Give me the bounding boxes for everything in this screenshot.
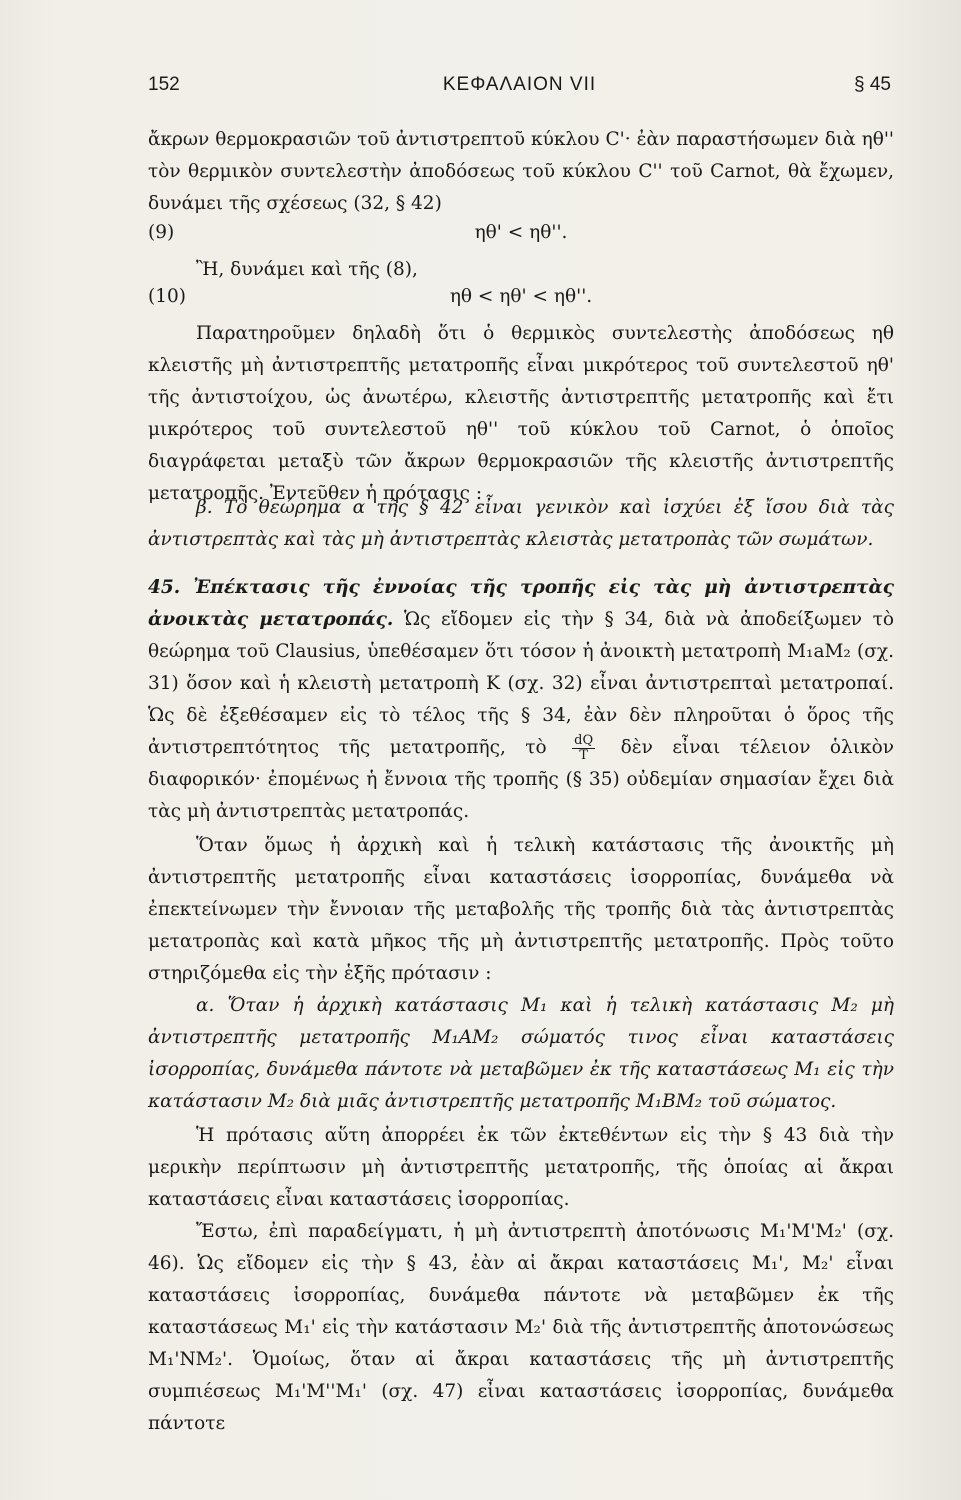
chapter-title: ΚΕΦΑΛΑΙΟΝ VII: [442, 74, 597, 95]
page-number: 152: [148, 74, 180, 95]
fraction-denominator: T: [579, 747, 588, 763]
equation-10-formula: ηθ < ηθ' < ηθ''.: [449, 286, 593, 307]
paragraph-2: Παρατηροῦμεν δηλαδὴ ὅτι ὁ θερμικὸς συντελεστὴς ἀποδόσεως ηθ κλειστῆς μὴ ἀντιστρεπτῆς μετατροπῆς εἶναι μικρότερος τοῦ συντελεστοῦ ηθ' τῆς ἀντιστοίχου, ὡς ἀνωτέρω, κλειστῆς ἀντιστρεπτῆς μετατροπῆς καὶ ἔτι μικρότερος τοῦ συντελεστοῦ ηθ'' τοῦ κύκλου τοῦ Carnot, ὁ ὁποῖος διαγράφεται μεταξὺ τῶν ἄκρων θερμοκρασιῶν τῆς κλειστῆς ἀντιστρεπτῆς μετατροπῆς. Ἐντεῦθεν ἡ πρότασις :: [148, 323, 894, 504]
equation-9-number: (9): [148, 222, 175, 243]
equation-10: [148, 286, 894, 318]
equation-9-formula: ηθ' < ηθ''.: [474, 222, 568, 243]
paragraph-3b: δὲν εἶναι τέλειον ὁλικὸν διαφορικόν· ἐπομένως ἡ ἔννοια τῆς τροπῆς (§ 35) οὐδεμίαν σημασίαν ἔχει διὰ τὰς μὴ ἀντιστρεπτὰς μετατροπάς.: [148, 737, 894, 822]
paragraph-4: Ὅταν ὅμως ἡ ἀρχικὴ καὶ ἡ τελικὴ κατάστασις τῆς ἀνοικτῆς μὴ ἀντιστρεπτῆς μετατροπῆς εἶναι καταστάσεις ἰσορροπίας, δυνάμεθα νὰ ἐπεκτείνωμεν τὴν ἔννοιαν τῆς μεταβολῆς τῆς τροπῆς διὰ τὰς ἀντιστρεπτὰς μετατροπὰς καὶ κατὰ μῆκος τῆς μὴ ἀντιστρεπτῆς μετατροπῆς. Πρὸς τοῦτο στηριζόμεθα εἰς τὴν ἑξῆς πρότασιν :: [148, 835, 894, 984]
theorem-alpha: α. Ὅταν ἡ ἀρχικὴ κατάστασις M₁ καὶ ἡ τελικὴ κατάστασις M₂ μὴ ἀντιστρεπτῆς μετατροπῆς M₁AM₂ σώματός τινος εἶναι καταστάσεις ἰσορροπίας, δυνάμεθα πάντοτε νὰ μεταβῶμεν ἐκ τῆς καταστάσεως M₁ εἰς τὴν κατάστασιν M₂ διὰ μιᾶς ἀντιστρεπτῆς μετατροπῆς M₁BM₂ τοῦ σώματος.: [148, 995, 894, 1112]
fraction-numerator: dQ: [574, 732, 594, 748]
paragraph-3a: Ὡς εἴδομεν εἰς τὴν § 34, διὰ νὰ ἀποδείξωμεν τὸ θεώρημα τοῦ Clausius, ὑπεθέσαμεν ὅτι τόσον ἡ ἀνοικτὴ μετατροπὴ M₁aM₂ (σχ. 31) ὅσον καὶ ἡ κλειστὴ μετατροπὴ K (σχ. 32) εἶναι ἀντιστρεπταὶ μετατροπαί. Ὡς δὲ ἐξεθέσαμεν εἰς τὸ τέλος τῆς § 34, ἐὰν δὲν πληροῦται ὁ ὅρος τῆς ἀντιστρεπτότητος τῆς μετατροπῆς, τὸ: [148, 609, 894, 758]
fraction-dq-t: [572, 734, 595, 763]
equation-9: [148, 222, 894, 254]
theorem-beta: β. Τὸ θεώρημα α τῆς § 42 εἶναι γενικὸν καὶ ἰσχύει ἐξ ἴσου διὰ τὰς ἀντιστρεπτὰς καὶ τὰς μὴ ἀντιστρεπτὰς κλειστὰς μετατροπὰς τῶν σωμάτων.: [148, 497, 894, 550]
section-45-title: 45. Ἐπέκτασις τῆς ἐννοίας τῆς τροπῆς εἰς τὰς μὴ ἀντιστρεπτὰς ἀνοικτὰς μετατροπάς.: [148, 577, 894, 630]
section-45: [148, 572, 894, 828]
equation-10-number: (10): [148, 286, 186, 307]
section-marker: § 45: [854, 74, 891, 95]
paragraph-1: ἄκρων θερμοκρασιῶν τοῦ ἀντιστρεπτοῦ κύκλου C'· ἐὰν παραστήσωμεν διὰ ηθ'' τὸν θερμικὸν συντελεστὴν ἀποδόσεως τοῦ κύκλου C'' τοῦ Carnot, θὰ ἔχωμεν, δυνάμει τῆς σχέσεως (32, § 42): [148, 129, 894, 214]
paragraph-6: Ἔστω, ἐπὶ παραδείγματι, ἡ μὴ ἀντιστρεπτὴ ἀποτόνωσις M₁'M'M₂' (σχ. 46). Ὡς εἴδομεν εἰς τὴν § 43, ἐὰν αἱ ἄκραι καταστάσεις M₁', M₂' εἶναι καταστάσεις ἰσορροπίας, δυνάμεθα πάντοτε νὰ μεταβῶμεν ἐκ τῆς καταστάσεως M₁' εἰς τὴν κατάστασιν M₂' διὰ τῆς ἀντιστρεπτῆς ἀποτονώσεως M₁'NM₂'. Ὁμοίως, ὅταν αἱ ἄκραι καταστάσεις τῆς μὴ ἀντιστρεπτῆς συμπιέσεως M₁'M''M₁' (σχ. 47) εἶναι καταστάσεις ἰσορροπίας, δυνάμεθα πάντοτε: [148, 1221, 894, 1434]
line-h: Ἢ, δυνάμει καὶ τῆς (8),: [196, 259, 418, 280]
page-header: [148, 74, 891, 102]
paragraph-5: Ἡ πρότασις αὕτη ἀπορρέει ἐκ τῶν ἐκτεθέντων εἰς τὴν § 43 διὰ τὴν μερικὴν περίπτωσιν μὴ ἀντιστρεπτῆς μετατροπῆς, τῆς ὁποίας αἱ ἄκραι καταστάσεις εἶναι καταστάσεις ἰσορροπίας.: [148, 1125, 894, 1210]
